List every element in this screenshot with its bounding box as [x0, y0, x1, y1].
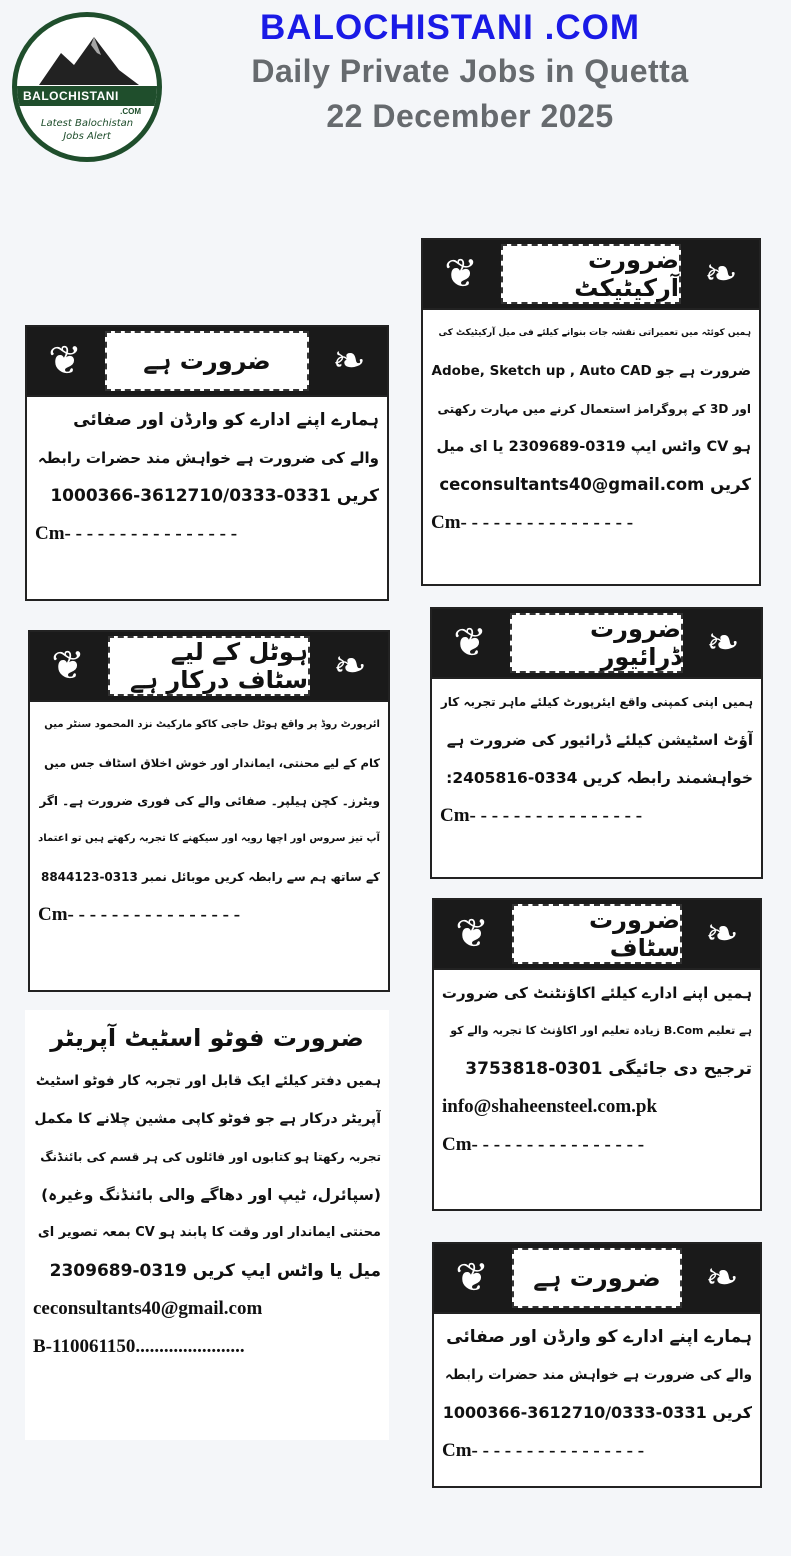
- ad-body: [30, 702, 388, 938]
- ad-line: آپ تیز سروس اور اچھا رویہ اور سیکھنے کا تجربہ رکھتے ہیں تو اعتماد: [38, 833, 380, 844]
- ad-body: [25, 1058, 389, 1370]
- job-ad-warden-right: [432, 1242, 762, 1488]
- logo-domain: .COM: [120, 107, 141, 116]
- ad-line: محنتی ایماندار اور وقت کا پابند ہو CV بمعہ تصویر ای: [37, 1225, 381, 1240]
- ad-header-bar: [423, 240, 759, 310]
- ad-line: ہمیں اپنی کمپنی واقع ایئرپورٹ کیلئے ماہر تجربہ کار: [440, 695, 753, 709]
- ad-line: کریں 0331-3612710/0333-1000366: [50, 486, 379, 506]
- ad-line: ویٹرز۔ کچن ہیلپر۔ صفائی والے کی فوری ضرورت ہے۔ اگر: [39, 794, 380, 808]
- logo-tagline: [17, 117, 157, 143]
- ad-header-bar: [432, 609, 761, 679]
- ad-line: والے کی ضرورت ہے خواہش مند حضرات رابطہ: [37, 449, 379, 467]
- ad-line: ہمیں دفتر کیلئے ایک قابل اور تجربہ کار فوٹو اسٹیٹ: [35, 1073, 381, 1089]
- ad-line: ہمارے اپنے ادارے کو وارڈن اور صفائی: [73, 410, 379, 430]
- ad-header-bar: [27, 327, 387, 397]
- floral-ornament-icon: ❧: [704, 251, 738, 297]
- ad-line: کام کے لیے محنتی، ایماندار اور خوش اخلاق اسٹاف جس میں: [44, 756, 380, 770]
- ad-title: ضرورت آرکیٹیکٹ: [501, 244, 681, 304]
- floral-ornament-icon: ❦: [455, 1255, 489, 1301]
- ad-title: ضرورت ڈرائیور: [510, 613, 683, 673]
- ad-line: ترجیح دی جائیگی 0301-3753818: [465, 1059, 752, 1079]
- ad-line: Cm- - - - - - - - - - - - - - - -: [440, 805, 643, 826]
- ad-line: ہمارے اپنے ادارے کو وارڈن اور صفائی: [446, 1327, 752, 1347]
- ad-line: تجربہ رکھتا ہو کتابوں اور فائلوں کی ہر قسم کی بائنڈنگ: [40, 1150, 381, 1164]
- page-date: 22 December 2025: [326, 98, 614, 134]
- job-ad-photostat-operator: [25, 1010, 389, 1440]
- ad-body: [423, 310, 759, 546]
- floral-ornament-icon: ❧: [332, 338, 366, 384]
- ad-line: اور 3D کے پروگرامز استعمال کرنے میں مہارت رکھتی: [437, 402, 751, 416]
- job-ad-warden-left: [25, 325, 389, 601]
- job-ad-architect: [421, 238, 761, 586]
- ad-line: Cm- - - - - - - - - - - - - - - -: [442, 1440, 645, 1461]
- ad-title: ضرورت سٹاف: [512, 904, 682, 964]
- ad-line: info@shaheensteel.com.pk: [442, 1096, 658, 1117]
- ad-line: ceconsultants40@gmail.com: [33, 1298, 263, 1319]
- ad-line: (سپائرل، ٹیپ اور دھاگے والی بائنڈنگ وغیرہ): [41, 1186, 381, 1204]
- ad-title: ہوٹل کے لیے سٹاف درکار ہے: [108, 636, 310, 696]
- ad-line: Cm- - - - - - - - - - - - - - - -: [35, 523, 238, 544]
- floral-ornament-icon: ❧: [705, 911, 739, 957]
- floral-ornament-icon: ❦: [453, 620, 487, 666]
- mountain-icon: [39, 35, 139, 85]
- ad-line: ضرورت ہے جو Adobe, Sketch up , Auto CAD: [431, 363, 751, 379]
- floral-ornament-icon: ❧: [705, 1255, 739, 1301]
- ad-line: کے ساتھ ہم سے رابطہ کریں موبائل نمبر 0313-8844123: [40, 870, 380, 884]
- floral-ornament-icon: ❦: [48, 338, 82, 384]
- ad-line: Cm- - - - - - - - - - - - - - - -: [38, 904, 241, 925]
- ad-body: [27, 397, 387, 557]
- ad-line: ہے تعلیم B.Com زیادہ تعلیم اور اکاؤنٹ کا تجربہ والے کو: [450, 1024, 752, 1037]
- job-ad-hotel-staff: [28, 630, 390, 992]
- logo-tagline-2: Jobs Alert: [63, 131, 111, 142]
- ad-header-bar: [30, 632, 388, 702]
- floral-ornament-icon: ❦: [444, 251, 478, 297]
- ad-body: [434, 970, 760, 1168]
- ad-line: میل یا واٹس ایپ کریں 0319-2309689: [49, 1261, 381, 1281]
- ad-line: آپریٹر درکار ہے جو فوٹو کاپی مشین چلانے کا مکمل: [34, 1111, 381, 1127]
- ad-line: کریں ceconsultants40@gmail.com: [439, 475, 751, 494]
- job-ad-accountant-staff: [432, 898, 762, 1211]
- ad-line: Cm- - - - - - - - - - - - - - - -: [431, 512, 634, 533]
- logo-tagline-1: Latest Balochistan: [40, 118, 134, 129]
- ad-body: [432, 679, 761, 839]
- ad-line: Cm- - - - - - - - - - - - - - - -: [442, 1134, 645, 1155]
- ad-line: ہو CV واٹس ایپ 0319-2309689 یا ای میل: [436, 439, 751, 455]
- ad-header-bar: [434, 900, 760, 970]
- ad-body: [434, 1314, 760, 1474]
- job-ad-driver: [430, 607, 763, 879]
- logo-name: BALOCHISTANI: [17, 86, 157, 106]
- ad-title: ضرورت فوٹو اسٹیٹ آپریٹر: [50, 1024, 364, 1052]
- ad-line: کریں 0331-3612710/0333-1000366: [442, 1403, 752, 1422]
- ad-line: ائرپورٹ روڈ پر واقع ہوٹل حاجی کاکو مارکیٹ نزد المحمود سنٹر میں: [44, 719, 380, 730]
- ad-line: آؤٹ اسٹیشن کیلئے ڈرائیور کی ضرورت ہے: [446, 731, 753, 749]
- floral-ornament-icon: ❧: [333, 643, 367, 689]
- floral-ornament-icon: ❦: [455, 911, 489, 957]
- ad-line: والے کی ضرورت ہے خواہش مند حضرات رابطہ: [444, 1367, 752, 1383]
- ad-title: ضرورت ہے: [512, 1248, 682, 1308]
- page-subtitle: Daily Private Jobs in Quetta: [251, 53, 689, 89]
- floral-ornament-icon: ❦: [51, 643, 85, 689]
- ad-line: ہمیں اپنے ادارے کیلئے اکاؤنٹنٹ کی ضرورت: [442, 984, 752, 1002]
- ad-line: خواہشمند رابطہ کریں 0334-2405816:: [446, 769, 753, 787]
- ad-header-bar: [434, 1244, 760, 1314]
- ad-line: ہمیں کوئٹہ میں تعمیراتی نقشہ جات بنوانے کیلئے فی میل آرکیٹیکٹ کی: [438, 328, 751, 338]
- site-logo: [12, 12, 162, 162]
- floral-ornament-icon: ❧: [706, 620, 740, 666]
- ad-title: ضرورت ہے: [105, 331, 309, 391]
- ad-line: B-110061150.......................: [33, 1336, 245, 1357]
- site-title: BALOCHISTANI .COM: [260, 8, 640, 47]
